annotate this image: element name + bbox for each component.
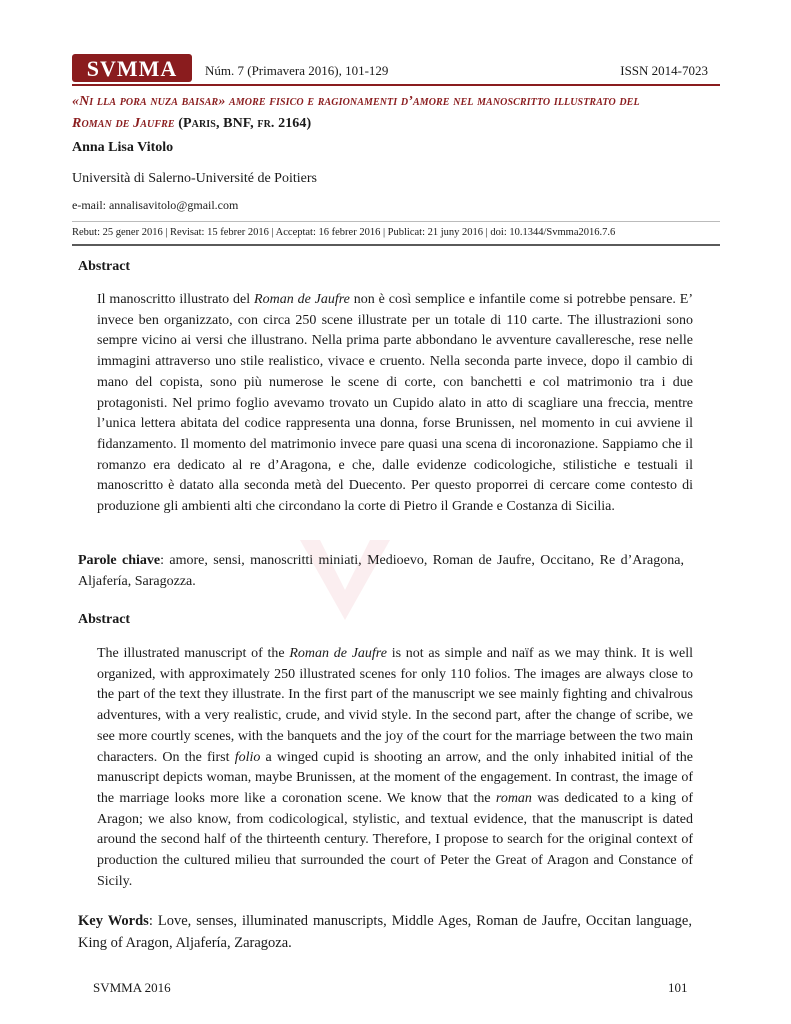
abstract-it-heading: Abstract	[78, 259, 131, 274]
keywords-it: Parole chiave: amore, sensi, manoscritti miniati, Medioevo, Roman de Jaufre, Occitano, Re d’Aragona, Aljafería, Saragozza.	[78, 553, 684, 589]
keywords-en-label: Key Words	[78, 913, 149, 929]
abstract-it-work-title: Roman de Jaufre	[254, 292, 350, 307]
keywords-it-label: Parole chiave	[78, 553, 161, 568]
abstract-it-text: Il manoscritto illustrato del Roman de Jaufre non è così semplice e infantile come si potrebbe pensare. E’ invece ben organizzato, con circa 250 scene illustrate per un totale di 110 carte. The illustrazioni sono sempre vicino ai versi che illustrano. Nella prima parte abbondano le avventure cavalleresche, rese nelle immagini attraverso uno stile realistico, vivace e cruento. Nella seconda parte invece, dopo il cambio di mano del copista, sono più numerose le scene di corte, con banchetti e col matrimonio tra i due protagonisti. Nel primo foglio avevamo trovato un Cupido alato in atto di scagliare una freccia, mentre l’unica lettera abitata del codice rappresenta una donna, forse Brunissen, nel momento in cui avviene il fidanzamento. Il momento del matrimonio invece pare quasi una scena di incoronazione. Sappiamo che il romanzo era dedicato al re d’Aragona, e che, dalle evidenze codicologiche, stilistiche e testuali il manoscritto è datato alla seconda metà del Duecento. Per questo proporrei di cercare come contesto di produzione gli ambienti alti che circondano la corte di Pietro il Grande e Costanza di Sicilia.	[97, 292, 693, 515]
issue-info: Núm. 7 (Primavera 2016), 101-129	[205, 63, 389, 78]
page-header	[72, 54, 720, 84]
header-divider	[72, 84, 720, 86]
abstract-en-text: The illustrated manuscript of the Roman de Jaufre is not as simple and naïf as we may think. It is well organized, with approximately 250 illustrated scenes for only 110 folios. The images are always close to the part of the text they illustrate. In the first part of the manuscript we see mainly fighting and chivalrous adventures, with a very realistic, crude, and vivid style. In the second part, after the change of scribe, we see more courtly scenes, with the banquets and the joy of the court for the marriage between the two main characters. On the first folio a winged cupid is shooting an arrow, and the only inhabited initial of the manuscript depicts woman, maybe Brunissen, at the moment of the engagement. In contrast, the image of the marriage looks more like a coronation scene. We know that the roman was dedicated to a king of Aragon; we also know, from codicological, stylistic, and textual evidence, that the manuscript is dated around the second half of the thirteenth century. Therefore, I propose to search for the original context of production the cultured milieu that surrounded the court of Peter the Great of Aragon and Constance of Sicily.	[97, 646, 694, 889]
author-email[interactable]: e-mail: annalisavitolo@gmail.com	[72, 198, 239, 212]
abstract-en-heading: Abstract	[78, 612, 131, 627]
author-name: Anna Lisa Vitolo	[72, 140, 174, 155]
title-line-1: «Ni lla pora nuza baisar» amore fisico e ragionamenti d’amore nel manoscritto illustrato del	[72, 94, 640, 109]
publication-dates: Rebut: 25 gener 2016 | Revisat: 15 febrer 2016 | Acceptat: 16 febrer 2016 | Publicat: 21 juny 2016 | doi: 10.1344/Svmma2016.7.6	[72, 227, 616, 238]
svg-text:SVMMA: SVMMA	[86, 56, 178, 81]
dates-divider	[72, 244, 720, 246]
article-title	[72, 91, 732, 135]
page-number: 101	[668, 980, 688, 995]
issn: ISSN 2014-7023	[620, 63, 708, 78]
title-work: Roman de Jaufre	[72, 116, 175, 131]
keywords-en: Key Words: Love, senses, illuminated manuscripts, Middle Ages, Roman de Jaufre, Occitan language, King of Aragon, Aljafería, Zaragoza.	[78, 913, 692, 951]
svmma-logo	[72, 54, 192, 82]
dates-divider-top	[72, 221, 720, 222]
title-shelfmark: (Paris, BNF, fr. 2164)	[174, 116, 312, 131]
footer-journal: SVMMA 2016	[93, 980, 171, 995]
author-affiliation: Università di Salerno-Université de Poitiers	[72, 171, 317, 186]
